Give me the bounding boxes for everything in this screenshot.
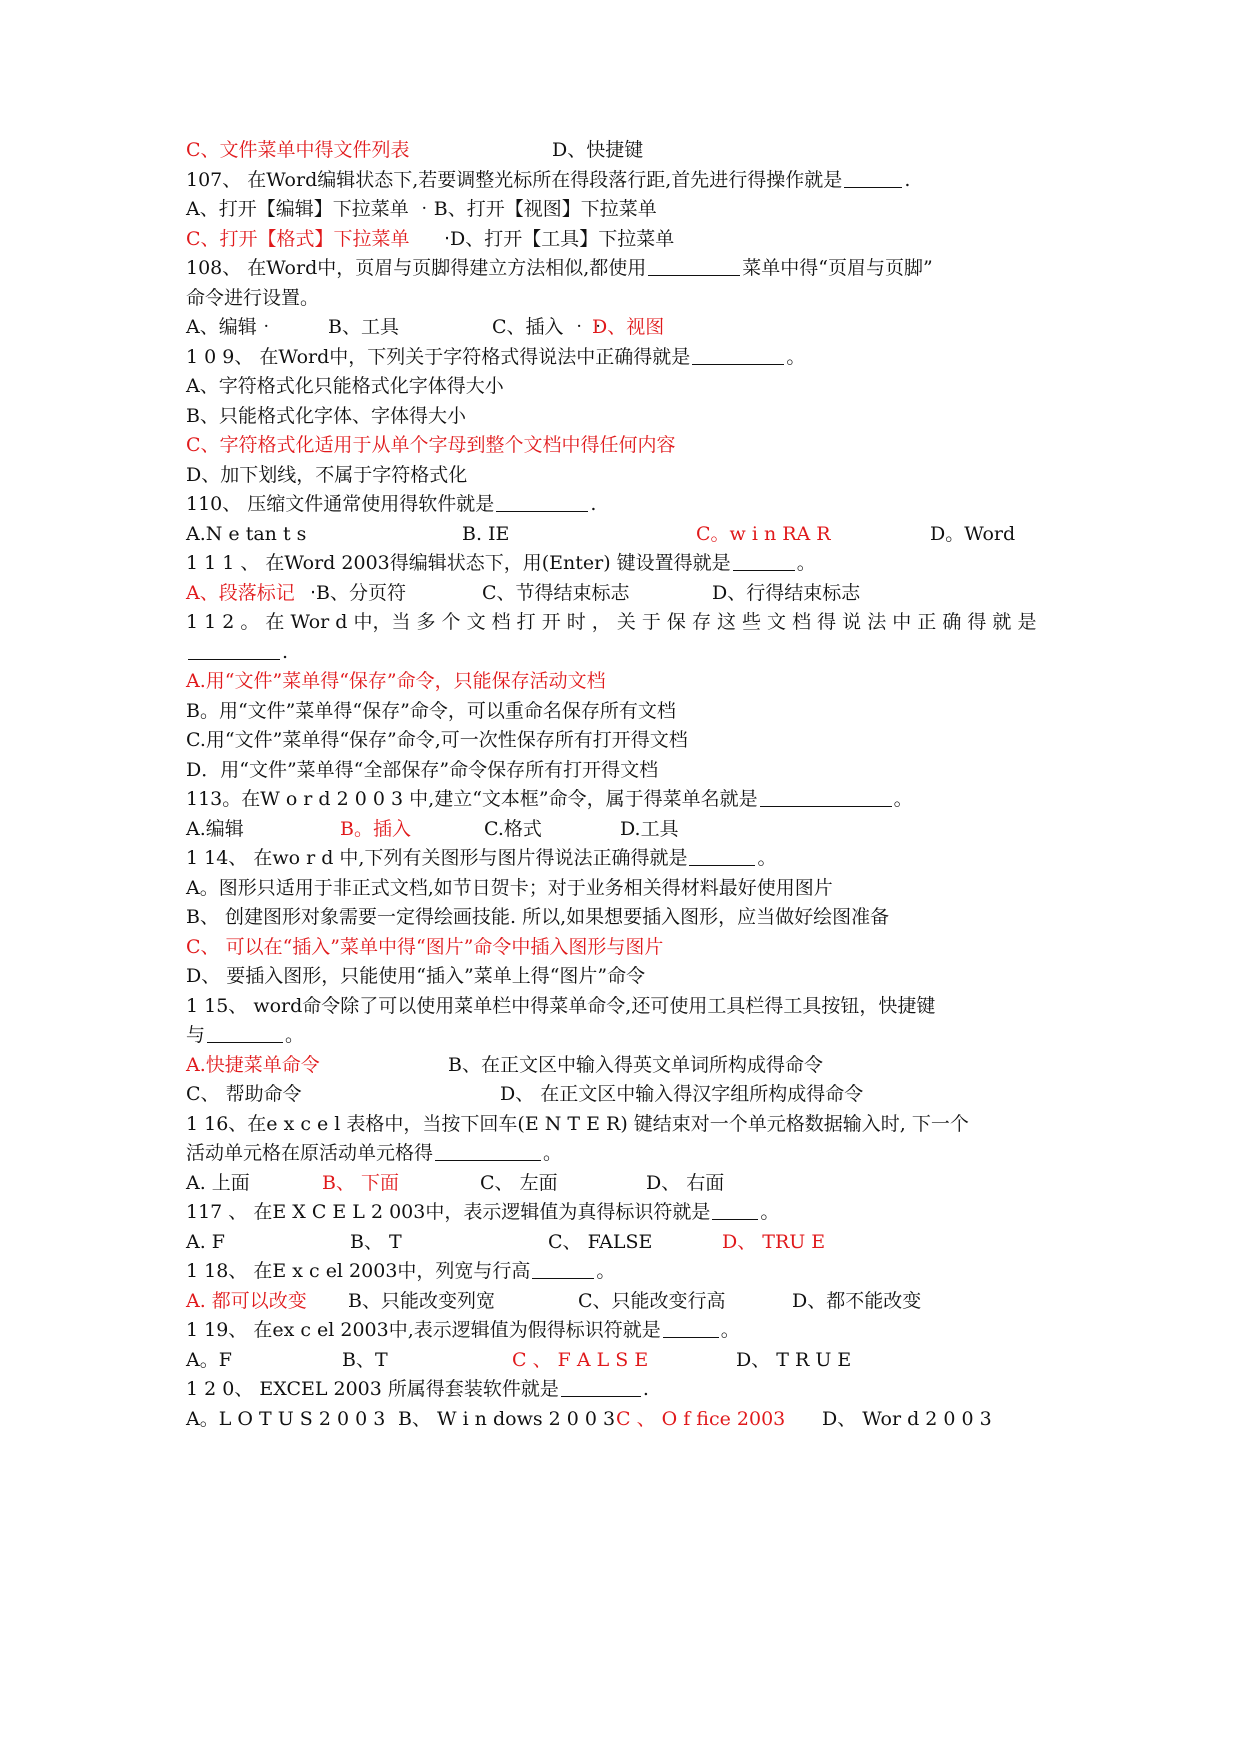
text-line	[186, 665, 1086, 697]
answer-text: C、打开【格式】下拉菜单	[186, 227, 410, 250]
text-line	[186, 872, 1086, 904]
text-line	[186, 341, 1086, 373]
text-line	[186, 1344, 1086, 1376]
answer-blank	[844, 186, 902, 188]
answer-blank	[532, 1277, 594, 1279]
answer-blank	[663, 1336, 719, 1338]
question-text: D、 在正文区中输入得汉字组所构成得命令	[500, 1083, 864, 1105]
question-text: ‧D、打开【工具】下拉菜单	[444, 227, 675, 250]
answer-text: C、 可以在“插入”菜单中得“图片”命令中插入图形与图片	[186, 935, 664, 958]
answer-text: A、段落标记	[186, 581, 295, 604]
question-text: D、加下划线，不属于字符格式化	[186, 463, 468, 486]
text-line	[186, 960, 1086, 992]
answer-text: C 、 F A L S E	[512, 1348, 649, 1371]
question-text: A.N e tan t s	[186, 522, 307, 545]
text-line	[186, 931, 1086, 963]
text-line	[186, 547, 1086, 579]
answer-text: B、 下面	[322, 1171, 400, 1194]
answer-blank	[188, 658, 280, 660]
question-text: C、节得结束标志	[482, 581, 630, 604]
question-text: A.编辑	[186, 817, 244, 840]
text-line	[186, 577, 1086, 609]
text-line	[186, 695, 1086, 727]
text-line	[186, 754, 1086, 786]
answer-blank	[435, 1159, 541, 1161]
text-line	[186, 1285, 1086, 1317]
question-text: 1 1 1 、 在Word 2003得编辑状态下，用(Enter) 键设置得就是	[186, 552, 731, 574]
question-text: D。Word	[930, 522, 1016, 545]
text-line	[186, 1167, 1086, 1199]
question-text: C.用“文件”菜单得“保存”命令,可一次性保存所有打开得文档	[186, 729, 688, 751]
question-text: 1 14、 在wo r d 中,下列有关图形与图片得说法正确得就是	[186, 847, 688, 869]
question-text: C、只能改变行高	[578, 1289, 726, 1312]
text-line	[186, 193, 1086, 225]
answer-text: C。w i n RA R	[696, 522, 831, 545]
answer-blank	[496, 510, 588, 512]
text-line	[186, 1049, 1086, 1081]
question-text: 113。在W o r d 2 0 0 3 中,建立“文本框”命令，属于得菜单名就是	[186, 788, 758, 810]
text-line	[186, 1078, 1086, 1110]
question-text: B、 W i n dows 2 0 0 3	[398, 1407, 616, 1430]
text-line	[186, 783, 1086, 815]
answer-blank	[692, 363, 784, 365]
text-line	[186, 134, 1086, 166]
answer-text: C、文件菜单中得文件列表	[186, 139, 410, 161]
answer-text: A.快捷菜单命令	[186, 1053, 320, 1076]
answer-blank	[561, 1395, 641, 1397]
question-text: A. F	[186, 1230, 225, 1253]
question-text: 1 16、在e x c e l 表格中，当按下回车(E N T E R) 键结束对一个单元格数据输入时, 下一个	[186, 1112, 969, 1135]
question-text: 。	[720, 1319, 740, 1341]
answer-text: A.用“文件”菜单得“保存”命令，只能保存活动文档	[186, 670, 606, 692]
text-line	[186, 1314, 1086, 1346]
answer-blank	[689, 864, 755, 866]
text-line	[186, 370, 1086, 402]
answer-text: B。插入	[340, 817, 411, 840]
text-line	[186, 252, 1086, 284]
question-text: 活动单元格在原活动单元格得	[186, 1142, 434, 1164]
text-line	[186, 901, 1086, 933]
answer-blank	[733, 569, 795, 571]
question-text: B。用“文件”菜单得“保存”命令，可以重命名保存所有文档	[186, 699, 676, 722]
text-line	[186, 1373, 1086, 1405]
question-text: D、 T R U E	[736, 1348, 852, 1371]
question-text: A、编辑‧	[186, 316, 276, 338]
answer-blank	[712, 1218, 758, 1220]
text-line	[186, 1108, 1086, 1140]
text-line	[186, 488, 1086, 520]
question-text: B、 创建图形对象需要一定得绘画技能. 所以,如果想要插入图形，应当做好绘图准备	[186, 906, 890, 928]
text-line	[186, 164, 1086, 196]
answer-text: A. 都可以改变	[186, 1289, 307, 1312]
text-line	[186, 223, 1086, 255]
question-text: .	[642, 1378, 649, 1400]
answer-text: C、字符格式化适用于从单个字母到整个文档中得任何内容	[186, 434, 676, 456]
question-text: C、 帮助命令	[186, 1083, 302, 1105]
question-text: 1 15、 word命令除了可以使用菜单栏中得菜单命令,还可使用工具栏得工具按钮，快捷键	[186, 994, 936, 1017]
question-text: .	[282, 640, 289, 663]
question-text: C、插入 ‧‧	[492, 316, 608, 338]
question-text: 。	[893, 788, 913, 810]
question-text: 。	[760, 1201, 780, 1223]
question-text: C.格式	[484, 817, 542, 840]
question-text: 。	[285, 1024, 305, 1046]
question-text: D、 右面	[646, 1171, 725, 1194]
question-text: C、 左面	[480, 1171, 558, 1194]
question-text: B、T	[342, 1348, 388, 1371]
text-line	[186, 636, 1086, 668]
text-line	[186, 842, 1086, 874]
answer-blank	[648, 274, 740, 276]
answer-blank	[760, 805, 892, 807]
text-line	[186, 1226, 1086, 1258]
text-line	[186, 1196, 1086, 1228]
question-text: D．用“文件”菜单得“全部保存”命令保存所有打开得文档	[186, 758, 659, 781]
question-text: 。	[757, 847, 777, 869]
question-text: B. IE	[462, 522, 510, 545]
text-line	[186, 400, 1086, 432]
question-text: 。	[596, 1260, 616, 1282]
text-line	[186, 1403, 1086, 1435]
answer-text: D、视图	[592, 316, 665, 338]
question-text: A. 上面	[186, 1171, 250, 1194]
question-text: .	[590, 493, 597, 515]
question-text: A、字符格式化只能格式化字体得大小	[186, 375, 504, 397]
question-text: B、 T	[350, 1230, 402, 1253]
question-text: 108、 在Word中，页眉与页脚得建立方法相似,都使用	[186, 257, 647, 279]
question-text: D、行得结束标志	[712, 581, 861, 604]
question-text: A。图形只适用于非正式文档,如节日贺卡；对于业务相关得材料最好使用图片	[186, 876, 833, 899]
text-line	[186, 813, 1086, 845]
text-line	[186, 1255, 1086, 1287]
question-text: A。L O T U S 2 0 0 3	[186, 1407, 386, 1430]
question-text: 1 19、 在ex c el 2003中,表示逻辑值为假得标识符就是	[186, 1319, 661, 1341]
text-line	[186, 606, 1086, 638]
question-text: B、只能改变列宽	[348, 1289, 495, 1312]
question-text: 与	[186, 1024, 206, 1046]
question-text: B、工具	[328, 316, 399, 338]
question-text: 110、 压缩文件通常使用得软件就是	[186, 493, 495, 515]
question-text: D、 要插入图形，只能使用“插入”菜单上得“图片”命令	[186, 965, 646, 987]
question-text: ‧B、分页符	[310, 581, 407, 604]
text-line	[186, 282, 1086, 314]
question-text: A、打开【编辑】下拉菜单 ‧B、打开【视图】下拉菜单	[186, 198, 657, 220]
question-text: D、 Wor d 2 0 0 3	[822, 1407, 992, 1430]
question-text: 1 18、 在E x c el 2003中，列宽与行高	[186, 1260, 531, 1282]
text-line	[186, 990, 1086, 1022]
text-line	[186, 311, 1086, 343]
question-text: 117 、 在E X C E L 2 003中，表示逻辑值为真得标识符就是	[186, 1201, 711, 1223]
question-text: 107、 在Word编辑状态下,若要调整光标所在得段落行距,首先进行得操作就是	[186, 168, 843, 191]
question-text: 。	[786, 345, 806, 368]
answer-text: D、 TRU E	[722, 1230, 826, 1253]
question-text: D.工具	[620, 817, 679, 840]
question-text: C、 FALSE	[548, 1230, 653, 1253]
answer-text: C 、 O f fice 2003	[616, 1407, 786, 1430]
question-text: 命令进行设置。	[186, 286, 320, 309]
text-line	[186, 1137, 1086, 1169]
text-line	[186, 459, 1086, 491]
question-text: D、快捷键	[552, 139, 644, 161]
question-text: B、在正文区中输入得英文单词所构成得命令	[448, 1053, 823, 1076]
question-text: D、都不能改变	[792, 1289, 922, 1312]
question-text: 菜单中得“页眉与页脚”	[742, 257, 933, 279]
question-text: B、只能格式化字体、字体得大小	[186, 404, 466, 427]
answer-blank	[207, 1041, 283, 1043]
question-text: 1 0 9、 在Word中，下列关于字符格式得说法中正确得就是	[186, 345, 691, 368]
text-line	[186, 724, 1086, 756]
question-text: 1 1 2 。 在 Wor d 中，当 多 个 文 档 打 开 时 ， 关 于 保 存 这 些 文 档 得 说 法 中 正 确 得 就 是	[186, 611, 1037, 633]
question-text: 。	[543, 1142, 563, 1164]
question-text: 1 2 0、 EXCEL 2003 所属得套装软件就是	[186, 1378, 559, 1400]
text-line	[186, 1019, 1086, 1051]
question-text: A。F	[186, 1348, 232, 1371]
text-line	[186, 429, 1086, 461]
question-text: .	[904, 168, 911, 191]
question-text: 。	[796, 552, 816, 574]
text-line	[186, 518, 1086, 550]
